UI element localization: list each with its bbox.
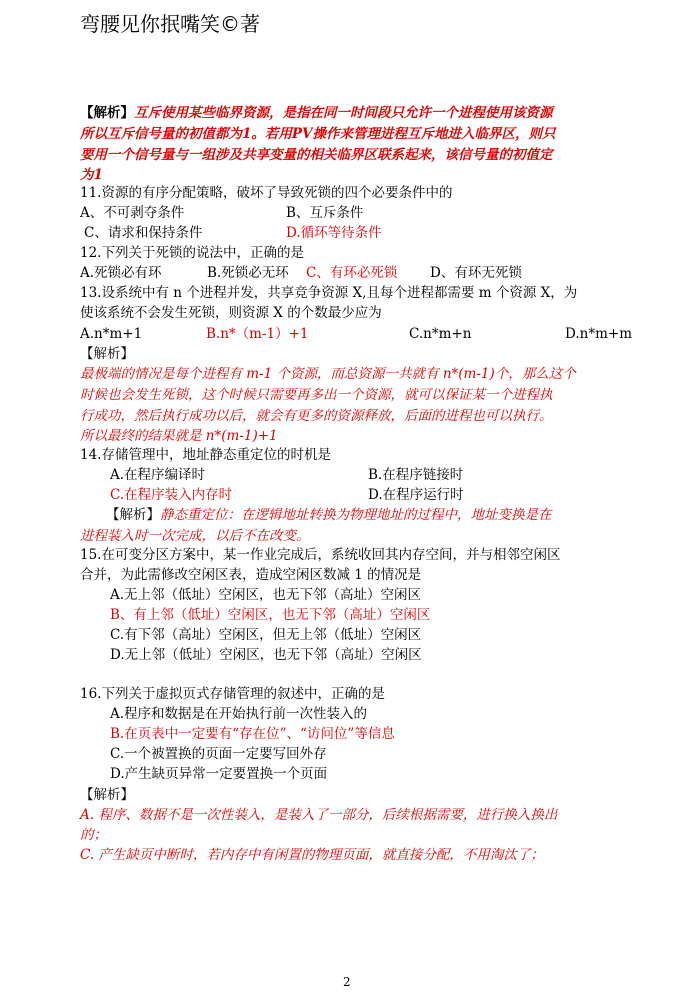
analysis-tag: 【解析】 xyxy=(80,105,134,121)
q11-option-d-answer: D.循环等待条件 xyxy=(286,225,382,241)
analysis-tag: 【解析】 xyxy=(80,787,134,803)
analysis-line: A. 程序、数据不是一次性装入，是装入了一部分，后续根据需要，进行换入换出 xyxy=(80,807,558,823)
question-12-stem: 12.下列关于死锁的说法中，正确的是 xyxy=(80,245,304,261)
q12-option-c-answer: C、有环必死锁 xyxy=(306,265,398,281)
q13-option-a: A.n*m+1 xyxy=(80,326,143,342)
q12-option-d: D、有环无死锁 xyxy=(430,265,522,281)
analysis-line: C. 产生缺页中断时，若内存中有闲置的物理页面，就直接分配，不用淘汰了； xyxy=(80,847,544,863)
question-16-stem: 16.下列关于虚拟页式存储管理的叙述中，正确的是 xyxy=(80,686,385,702)
q15-option-c: C.有下邻（高址）空闲区，但无上邻（低址）空闲区 xyxy=(110,627,422,643)
q11-option-a: A、不可剥夺条件 xyxy=(80,205,185,221)
analysis-line: 行成功，然后执行成功以后，就会有更多的资源释放，后面的进程也可以执行。 xyxy=(80,408,553,424)
q13-option-b-answer: B.n*（m-1）+1 xyxy=(206,326,309,342)
question-13-stem: 13.设系统中有 n 个进程并发，共享竞争资源 X,且每个进程都需要 m 个资源 X，为 xyxy=(80,285,578,301)
analysis-line: 时候也会发生死锁，这个时候只需要再多出一个资源，就可以保证某一个进程执 xyxy=(80,387,553,403)
analysis-line: 要用一个信号量与一组涉及共享变量的相关临界区联系起来，该信号量的初值定 xyxy=(80,147,553,163)
page-number: 2 xyxy=(343,975,351,989)
q16-option-b-answer: B.在页表中一定要有“存在位”、“访问位”等信息 xyxy=(110,726,395,742)
analysis-line: 的； xyxy=(80,827,107,843)
analysis-tag: 【解析】 xyxy=(106,507,160,523)
analysis-line: 所以最终的结果就是 n*(m-1)+1 xyxy=(80,428,278,444)
q14-option-c-answer: C.在程序装入内存时 xyxy=(110,487,233,503)
question-15-stem-cont: 合并，为此需修改空闲区表，造成空闲区数减 1 的情况是 xyxy=(80,567,422,583)
q14-option-d: D.在程序运行时 xyxy=(368,487,464,503)
q15-option-d: D.无上邻（低址）空闲区，也无下邻（高址）空闲区 xyxy=(110,647,422,663)
analysis-line: 静态重定位：在逻辑地址转换为物理地址的过程中，地址变换是在 xyxy=(160,507,552,523)
analysis-line: 互斥使用某些临界资源，是指在同一时间段只允许一个进程使用该资源 xyxy=(134,105,553,121)
question-11-stem: 11.资源的有序分配策略，破坏了导致死锁的四个必要条件中的 xyxy=(80,185,453,201)
q14-option-b: B.在程序链接时 xyxy=(368,467,464,483)
q16-option-d: D.产生缺页异常一定要置换一个页面 xyxy=(110,766,328,782)
q11-option-b: B、互斥条件 xyxy=(286,205,364,221)
q14-analysis xyxy=(106,506,552,525)
header-title: 弯腰见你抿嘴笑©著 xyxy=(80,12,260,36)
analysis-line: 为1 xyxy=(80,167,103,183)
q14-option-a: A.在程序编译时 xyxy=(110,467,206,483)
q16-option-a: A.程序和数据是在开始执行前一次性装入的 xyxy=(110,706,368,722)
q11-option-c: C、请求和保持条件 xyxy=(84,225,203,241)
question-13-stem-cont: 使该系统不会发生死锁，则资源 X 的个数最少应为 xyxy=(80,305,382,321)
analysis-tag: 【解析】 xyxy=(80,346,134,362)
analysis-line: 最极端的情况是每个进程有 m-1 个资源，而总资源一共就有 n*(m-1)个，那么这个 xyxy=(80,366,576,382)
q12-option-b: B.死锁必无环 xyxy=(207,265,289,281)
q15-option-a: A.无上邻（低址）空闲区，也无下邻（高址）空闲区 xyxy=(110,587,422,603)
analysis-line: 所以互斥信号量的初值都为1。若用PV操作来管理进程互斥地进入临界区，则只 xyxy=(80,126,556,142)
question-15-stem: 15.在可变分区方案中，某一作业完成后，系统收回其内存空间，并与相邻空闲区 xyxy=(80,547,561,563)
q12-option-a: A.死锁必有环 xyxy=(80,265,162,281)
q16-option-c: C.一个被置换的页面一定要写回外存 xyxy=(110,746,327,762)
analysis-block-1 xyxy=(80,104,553,123)
q13-option-c: C.n*m+n xyxy=(409,326,472,342)
q13-option-d: D.n*m+m xyxy=(565,326,632,342)
analysis-line: 进程装入时一次完成，以后不在改变。 xyxy=(80,528,310,544)
q15-option-b-answer: B、有上邻（低址）空闲区，也无下邻（高址）空闲区 xyxy=(110,607,431,623)
question-14-stem: 14.存储管理中，地址静态重定位的时机是 xyxy=(80,447,331,463)
